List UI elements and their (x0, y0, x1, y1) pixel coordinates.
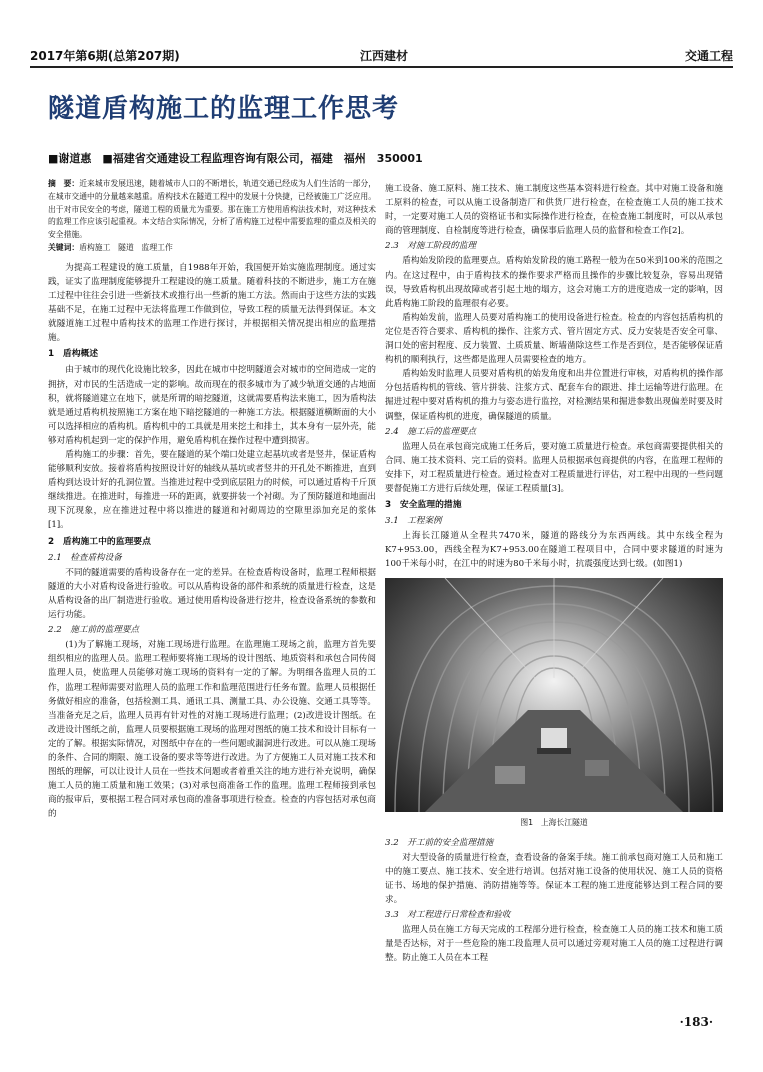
page-number: ·183· (679, 1015, 713, 1029)
paragraph: 盾构始发阶段的监理要点。盾构始发阶段的施工路程一般为在50米到100米的范围之内。在这过程中，由于盾构技术的操作要求严格而且操作的步骤比较复杂，容易出现错误，导致盾构机出现故障或者引起土地的塌方，这会对施工方的进度造成一定的影响，因此盾构施工阶段的监理很有必要。 (385, 256, 723, 309)
subsection-heading: 2.1 检查盾构设备 (48, 552, 122, 563)
left-column (48, 178, 376, 821)
right-column (385, 182, 723, 965)
abstract-text: 近来城市发展迅速，随着城市人口的不断增长，轨道交通已经成为人们生活的一部分，在城市交通中的分量越来越重。盾构技术在隧道工程中的发展十分快捷，已经被施工广泛应用。出于对市民安全的考虑，隧道工程的质量尤为重要。那在施工方使用盾构法技术时，对这种技术的监理工作应该引起重视。本文结合实际情况，分析了盾构施工过程中需要监理的重点及相关的安全措施。 (48, 179, 377, 240)
keywords-label: 关键词： (48, 242, 80, 252)
paragraph: 由于城市的现代化设施比较多，因此在城市中挖明隧道会对城市的空间造成一定的拥挤，对市民的生活造成一定的影响。故而现在的很多城市为了减少轨道交通的占地面积，就将隧道建立在地下，就是所谓的暗挖隧道，这就需要盾构法来施工，因为盾构法就是通过盾构机按照施工方案在地下暗挖隧道的一种施工方法。根据隧道横断面的大小可以选择相应的盾构机。盾构机中的工具就是用来挖土和排土，其本身有一层外壳，能够对盾构机起到一定的保护作用，避免盾构机在操作过程中遭到损害。 (48, 365, 376, 446)
paragraph: 盾构始发前，监理人员要对盾构施工的使用设备进行检查。检查的内容包括盾构机的定位是否符合要求、盾构机的操作、注浆方式、管片固定方式、反力安装是否安全可靠、洞口处的密封程度、反力装置、土质质量、断墙凿除这些工作是否到位，是否能够保证盾构机的顺利执行，这些都是监理人员需要检查的地方。 (385, 312, 723, 366)
paragraph: 盾构施工的步骤：首先，要在隧道的某个端口处建立起基坑或者是竖井，保证盾构能够顺利安放。接着将盾构按照设计好的轴线从基坑或者竖井的开孔处不断推进，直到盾构到达设计好的孔洞位置。当推进过程中受到底层阻力的时候，可以通过盾构千斤顶继续推进。在推进时，每推进一环的距离，就要拼装一个衬砌。为了预防隧道和地面出现下沉现象，应在推进过程中将以推进的隧道和衬砌周边的空隙里添加充足的浆体[1]。 (48, 450, 376, 531)
paragraph: 对大型设备的质量进行检查，查看设备的备案手续。施工前承包商对施工人员和施工中的施工要点、施工技术、安全进行培训。包括对施工设备的使用状况、施工人员的资格证书、场地的保护措施、消防措施等等。保证本工程的施工进度能够达到工程合同的要求。 (385, 852, 723, 905)
running-header (30, 44, 733, 68)
paragraph: 不同的隧道需要的盾构设备存在一定的差异。在检查盾构设备时，监理工程师根据隧道的大小对盾构设备进行验收。可以从盾构设备的部件和系统的质量进行检查，这是从盾构设备的出厂制造进行验收。通过使用盾构设备进行挖井，检查设备系统的参数和运行功能。 (48, 567, 376, 621)
subsection-heading: 3.3 对工程进行日常检查和验收 (385, 910, 511, 921)
paragraph: 监理人员在承包商完成施工任务后，要对施工质量进行检查。承包商需要提供相关的合同、施工技术资料、完工后的资料。监理人员根据承包商提供的内容，在监理工程师的安排下，对工程质量进行检查。通过检查对工程质量进行评估，对工程中出现的一些问题要督促施工方进行后续处理，保证工程质量[3]。 (385, 441, 723, 494)
issue-info: 2017年第6期(总第207期) (30, 49, 180, 63)
subsection-heading: 3.2 开工前的安全监理措施 (385, 837, 494, 848)
subsection-heading: 3.1 工程案例 (385, 516, 442, 527)
keywords: 盾构施工 隧道 监理工作 (79, 242, 173, 252)
paragraph: 监理人员在施工方每天完成的工程部分进行检查，检查施工人员的施工技术和施工质量是否达标，对于一些危险的施工段监理人员可以通过旁观对施工人员的施工过程进行调整。防止施工人员在本工程 (385, 925, 723, 964)
section-name: 交通工程 (684, 49, 733, 63)
paragraph: 施工设备、施工原料、施工技术、施工制度这些基本资料进行检查。其中对施工设备和施工原料的检查，可以从施工设备制造厂和供货厂进行检查，在检查施工人员的施工技术时，一定要对施工人员的资格证书和实际操作进行检查，在检查施工制度时，可以从承包商的管理制度、自检制度等进行检查，确保事后监理人员的监督和检查工作[2]。 (385, 184, 723, 237)
section-heading: 1 盾构概述 (48, 349, 99, 360)
journal-name: 江西建材 (360, 49, 409, 63)
author-affiliation: ■谢道惠 ■福建省交通建设工程监理咨询有限公司，福建 福州 350001 (48, 152, 423, 165)
paragraph: 上海长江隧道从全程共7470米，隧道的路线分为东西两线。其中东线全程为K7+953.00，西线全程为K7+953.00在隧道工程项目中，合同中要求隧道的时速为100千米每小时，在江中的时速为80千米每小时，抗震强度达到七级。(如图1) (385, 531, 723, 570)
figure-caption: 图1 上海长江隧道 (520, 817, 588, 827)
intro-paragraph: 为提高工程建设的施工质量，自1988年开始，我国便开始实施监理制度。通过实践，证实了监理制度能够提升工程建设的施工质量。随着科技的不断进步，施工方在施工过程中往往会引进一些新技术或推行出一些新的施工方法。然而由于这些方法的实践基础不足，在施工过程中无法将监理工作做到位，导致工程的质量无法得到保证。本文就隧道施工过程中盾构技术的监理工作进行探讨，并根据相关情况提出相应的监理措施。 (48, 262, 376, 344)
tunnel-photo (385, 578, 723, 812)
paragraph: 盾构始发时监理人员要对盾构机的始发角度和出井位置进行审核，对盾构机的操作部分包括盾构机的管线、管片拼装、注浆方式、配套车台的跟进、排土运输等进行监理。在掘进过程中要对盾构机的推力与姿态进行监控，对检测结果和掘进参数出现偏差时要及时调整，保证盾构机的进度，确保隧道的质量。 (385, 369, 723, 422)
subsection-heading: 2.4 施工后的监理要点 (385, 426, 477, 437)
abstract-label: 摘 要： (48, 179, 80, 188)
paragraph: (1)为了解施工现场，对施工现场进行监理。在监理施工现场之前，监理方首先要组织相应的监理人员。监理工程师要将施工现场的设计图纸、地质资料和承包合同传阅监理人员，使监理人员能够对施工现场的资料有一定的了解。为明细各监理人员的工作，监理工程师需要对监理人员的监理工作和监理范围进行任务布置。监理人员根据任务做好相应的准备，包括检测工具、通讯工具、测量工具、办公设施、交通工具等等。当准备充足之后，监理人员再有针对性的对施工现场进行监理；(2)改进设计图纸。在改进设计图纸之前，监理人员要根据施工现场的监理对图纸的施工技术和设计目标有一定的了解。根据实际情况，对图纸中存在的一些问题或漏洞进行改进。可以从施工现场的条件、合同的期限、施工设备的要求等等进行改进。为了方便施工人员对施工技术和图纸的理解，可以让设计人员在一些技术问题或者着重关注的地方进行补充说明，确保施工人员的施工质量和施工效果；(3)对承包商准备工作的监理。监理工程师接到承包商的报审后，要根据工程合同对承包商的准备事项进行检查。检查的内容包括对承包商的 (48, 640, 376, 820)
section-heading: 2 盾构施工中的监理要点 (48, 536, 151, 547)
paper-title: 隧道盾构施工的监理工作思考 (48, 94, 400, 124)
abstract (48, 178, 376, 255)
subsection-heading: 2.2 施工前的监理要点 (48, 625, 140, 636)
subsection-heading: 2.3 对施工阶段的监理 (385, 241, 477, 252)
section-heading: 3 安全监理的措施 (385, 500, 462, 511)
